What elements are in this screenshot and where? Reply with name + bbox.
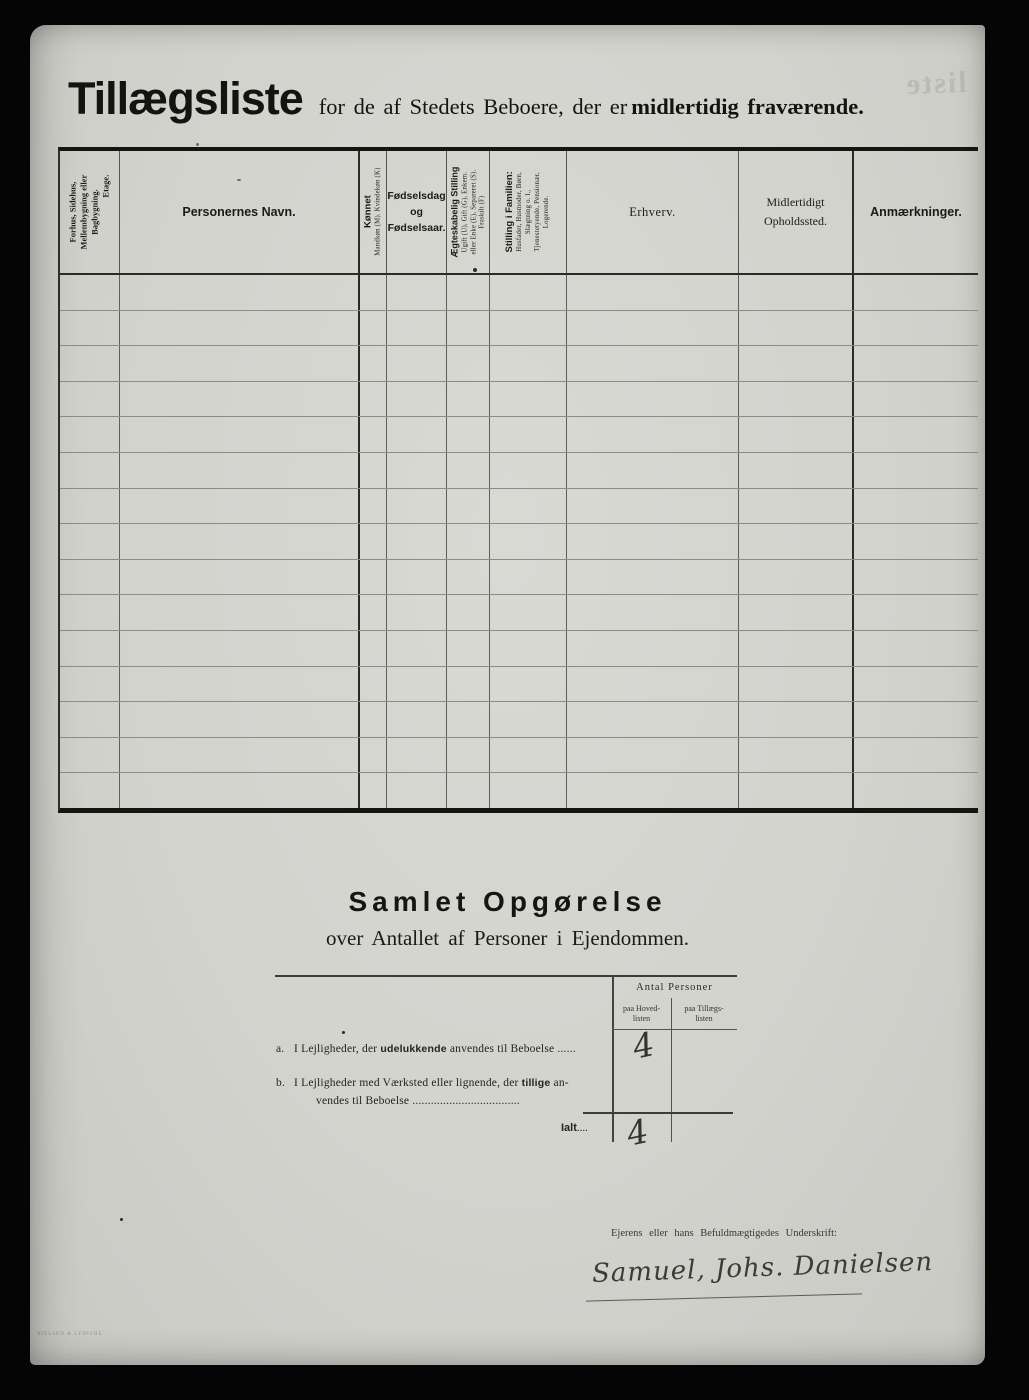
empty-cell (60, 453, 120, 488)
empty-cell (387, 489, 447, 524)
header-sex-rotated-text (362, 168, 383, 256)
empty-cell (490, 311, 567, 346)
empty-cell (360, 311, 387, 346)
summary-row-b-key: b. (276, 1077, 286, 1089)
empty-cell (60, 702, 120, 737)
header-name (120, 151, 360, 273)
empty-cell (567, 346, 739, 381)
empty-cell (447, 631, 490, 666)
header-building-line: Mellembygning eller (78, 174, 89, 250)
scanned-census-form-page (30, 25, 985, 1365)
empty-cell (490, 702, 567, 737)
summary-row-b-text: an- (550, 1077, 569, 1089)
empty-cell (387, 417, 447, 452)
empty-cell (120, 595, 360, 630)
empty-cell (490, 453, 567, 488)
table-row (60, 738, 978, 774)
header-marital-sub: Ugift (U), Gift (G), Enkem. (460, 171, 468, 253)
empty-cell (739, 311, 854, 346)
header-sex-main: Kønnet (362, 195, 374, 229)
empty-cell (447, 560, 490, 595)
empty-cell (567, 738, 739, 773)
empty-cell (490, 346, 567, 381)
empty-cell (567, 560, 739, 595)
handwritten-count-total: 4 (623, 1111, 652, 1154)
empty-cell (447, 275, 490, 310)
header-birth-line: Fødselsdag (387, 189, 446, 202)
table-row (60, 453, 978, 489)
empty-cell (120, 702, 360, 737)
empty-cell (60, 346, 120, 381)
table-row (60, 667, 978, 703)
empty-cell (739, 702, 854, 737)
empty-cell (854, 631, 978, 666)
header-family-sub: Tjenestetyende, Pensionær, (534, 172, 542, 252)
summary-col2-line: listen (695, 1014, 713, 1024)
table-row (60, 524, 978, 560)
empty-cell (360, 702, 387, 737)
empty-cell (739, 453, 854, 488)
header-residence (739, 151, 854, 273)
census-table (58, 147, 978, 813)
header-marital-sub: eller Enke (E), Separeret (S). (469, 169, 477, 255)
ink-speck (120, 1218, 123, 1221)
empty-cell (387, 738, 447, 773)
summary-vertical-line-left (612, 975, 614, 1142)
empty-cell (854, 489, 978, 524)
header-building-line: Bagbygning. (89, 189, 100, 235)
header-building-line: Etage. (100, 174, 111, 198)
header-name-dash: - (236, 171, 242, 186)
empty-cell (360, 524, 387, 559)
header-family-sub: Logerende. (543, 195, 551, 229)
header-family-rotated-text (504, 171, 552, 252)
table-row (60, 382, 978, 418)
empty-cell (447, 489, 490, 524)
summary-row-b-line2: vendes til Beboelse ................................... (316, 1094, 520, 1107)
header-marital-rotated-text (449, 166, 487, 257)
summary-col1-line: paa Hoved- (622, 1004, 661, 1013)
empty-cell (60, 738, 120, 773)
empty-cell (120, 453, 360, 488)
empty-cell (387, 524, 447, 559)
empty-cell (360, 382, 387, 417)
empty-cell (854, 417, 978, 452)
empty-cell (120, 346, 360, 381)
table-row (60, 702, 978, 738)
summary-row-b-text: I Lejligheder med Værksted eller lignende, der (294, 1077, 522, 1089)
header-building-line: Forhus, Sidehus, (67, 181, 78, 243)
page-title (68, 73, 980, 125)
empty-cell (60, 773, 120, 808)
header-occupation (567, 151, 739, 273)
empty-cell (360, 595, 387, 630)
empty-cell (739, 417, 854, 452)
ink-speck (342, 1031, 345, 1034)
empty-cell (739, 631, 854, 666)
empty-cell (490, 524, 567, 559)
header-occupation-label: Erhverv. (629, 204, 676, 219)
empty-cell (854, 667, 978, 702)
empty-cell (490, 631, 567, 666)
empty-cell (387, 382, 447, 417)
empty-cell (490, 417, 567, 452)
header-marital-main: Ægteskabelig Stilling (448, 166, 459, 258)
empty-cell (567, 275, 739, 310)
header-building-rotated-text (67, 175, 111, 250)
handwritten-count-row-a: 4 (629, 1024, 658, 1067)
empty-cell (739, 275, 854, 310)
empty-cell (387, 311, 447, 346)
empty-cell (60, 631, 120, 666)
empty-cell (854, 773, 978, 808)
empty-cell (387, 631, 447, 666)
summary-total-word: Ialt (561, 1122, 577, 1134)
empty-cell (360, 738, 387, 773)
header-name-label: Personernes Navn. (182, 205, 296, 219)
title-main: Tillægsliste (68, 73, 303, 124)
empty-cell (360, 453, 387, 488)
empty-cell (360, 667, 387, 702)
empty-cell (490, 275, 567, 310)
empty-cell (567, 667, 739, 702)
empty-cell (360, 773, 387, 808)
empty-cell (854, 311, 978, 346)
title-subtitle-regular: for de af Stedets Beboere, der er (318, 94, 628, 119)
empty-cell (360, 560, 387, 595)
empty-cell (854, 738, 978, 773)
handwritten-signature: Samuel, Johs. Danielsen (591, 1247, 934, 1289)
empty-cell (854, 346, 978, 381)
empty-cell (360, 631, 387, 666)
header-remarks (854, 151, 978, 273)
ink-speck (473, 268, 477, 272)
empty-cell (447, 595, 490, 630)
empty-cell (387, 702, 447, 737)
summary-row-a (276, 1043, 611, 1055)
empty-cell (120, 667, 360, 702)
empty-cell (854, 560, 978, 595)
empty-cell (739, 346, 854, 381)
empty-cell (567, 489, 739, 524)
empty-cell (567, 524, 739, 559)
empty-cell (60, 524, 120, 559)
empty-cell (854, 453, 978, 488)
empty-cell (854, 275, 978, 310)
table-header-row (60, 151, 978, 275)
summary-row-a-text: anvendes til Beboelse ...... (446, 1043, 576, 1055)
empty-cell (360, 275, 387, 310)
table-row (60, 275, 978, 311)
table-body (60, 275, 978, 808)
empty-cell (387, 453, 447, 488)
header-marital-sub: Fraskilt (F) (478, 195, 486, 229)
header-residence-line: Opholdssted. (764, 214, 827, 228)
table-row (60, 631, 978, 667)
empty-cell (490, 595, 567, 630)
header-residence-line: Midlertidigt (766, 194, 825, 209)
summary-subtitle: over Antallet af Personer i Ejendommen. (326, 926, 689, 950)
empty-cell (739, 667, 854, 702)
empty-cell (60, 489, 120, 524)
empty-cell (567, 631, 739, 666)
empty-cell (387, 346, 447, 381)
header-marital (447, 151, 490, 273)
summary-row-b (276, 1075, 616, 1111)
summary-title: Samlet Opgørelse (348, 886, 667, 917)
table-row (60, 773, 978, 808)
empty-cell (447, 453, 490, 488)
empty-cell (567, 453, 739, 488)
empty-cell (739, 560, 854, 595)
empty-cell (60, 417, 120, 452)
empty-cell (567, 773, 739, 808)
header-sex-sub: Mandkøn (M). Kvindekøn (K) (374, 167, 382, 257)
signature-label: Ejerens eller hans Befuldmægtigedes Underskrift: (611, 1228, 837, 1239)
empty-cell (120, 275, 360, 310)
empty-cell (447, 311, 490, 346)
table-row (60, 311, 978, 347)
table-row (60, 489, 978, 525)
summary-row-b-bold: tillige (521, 1077, 551, 1089)
empty-cell (854, 595, 978, 630)
header-birth-line: og (410, 205, 423, 218)
printer-mark: NIELSEN & LYDICHE (37, 1332, 103, 1337)
empty-cell (447, 417, 490, 452)
header-birth (387, 151, 447, 273)
header-birth-label (387, 188, 445, 237)
empty-cell (60, 311, 120, 346)
summary-col-tillaegslisten (673, 1004, 735, 1025)
empty-cell (387, 667, 447, 702)
header-birth-line: Fødselsaar. (387, 222, 446, 235)
empty-cell (739, 489, 854, 524)
empty-cell (490, 382, 567, 417)
summary-col-hovedlisten (614, 1004, 669, 1025)
empty-cell (490, 738, 567, 773)
summary-total-rule (583, 1112, 733, 1114)
table-row (60, 595, 978, 631)
empty-cell (447, 702, 490, 737)
empty-cell (854, 702, 978, 737)
empty-cell (60, 275, 120, 310)
summary-row-a-bold: udelukkende (380, 1043, 447, 1055)
empty-cell (854, 524, 978, 559)
summary-rule-top (275, 975, 737, 977)
summary-col2-line: paa Tillægs- (684, 1004, 724, 1013)
empty-cell (739, 382, 854, 417)
empty-cell (739, 524, 854, 559)
empty-cell (120, 773, 360, 808)
empty-cell (387, 773, 447, 808)
empty-cell (60, 595, 120, 630)
bleed-through-text: liste (904, 65, 968, 102)
header-family-sub: Slægtning o. l., (525, 189, 533, 235)
table-row (60, 417, 978, 453)
empty-cell (387, 560, 447, 595)
empty-cell (120, 311, 360, 346)
summary-row-a-text: I Lejligheder, der (294, 1043, 381, 1055)
empty-cell (447, 667, 490, 702)
empty-cell (360, 346, 387, 381)
header-residence-label (764, 193, 827, 231)
empty-cell (60, 560, 120, 595)
signature-underline (586, 1293, 862, 1301)
header-remarks-label: Anmærkninger. (870, 205, 962, 219)
empty-cell (447, 738, 490, 773)
header-family-main: Stilling i Familien: (504, 171, 516, 253)
empty-cell (567, 595, 739, 630)
empty-cell (447, 524, 490, 559)
empty-cell (60, 667, 120, 702)
summary-total-label (561, 1122, 588, 1134)
empty-cell (387, 275, 447, 310)
summary-total-dots: .... (576, 1122, 588, 1134)
empty-cell (567, 311, 739, 346)
empty-cell (447, 773, 490, 808)
table-row (60, 346, 978, 382)
header-building (60, 151, 120, 273)
empty-cell (567, 382, 739, 417)
header-sex (360, 151, 387, 273)
summary-col1-line: listen (632, 1014, 651, 1024)
empty-cell (447, 346, 490, 381)
header-family-sub: Husfader, Husmoder, Børn, (516, 172, 524, 252)
empty-cell (739, 773, 854, 808)
empty-cell (490, 773, 567, 808)
empty-cell (120, 631, 360, 666)
empty-cell (490, 489, 567, 524)
empty-cell (360, 489, 387, 524)
empty-cell (490, 667, 567, 702)
empty-cell (120, 417, 360, 452)
summary-count-header: Antal Personer (636, 982, 713, 993)
empty-cell (490, 560, 567, 595)
ink-speck (196, 143, 199, 146)
empty-cell (447, 382, 490, 417)
empty-cell (120, 489, 360, 524)
empty-cell (387, 595, 447, 630)
empty-cell (60, 382, 120, 417)
summary-row-a-key: a. (276, 1043, 285, 1055)
header-family-position (490, 151, 567, 273)
empty-cell (567, 417, 739, 452)
empty-cell (120, 738, 360, 773)
title-subtitle-bold: midlertidig fraværende. (631, 94, 864, 119)
empty-cell (739, 738, 854, 773)
table-row (60, 560, 978, 596)
empty-cell (120, 560, 360, 595)
empty-cell (120, 382, 360, 417)
summary-vertical-line-middle (671, 998, 672, 1142)
empty-cell (120, 524, 360, 559)
empty-cell (854, 382, 978, 417)
empty-cell (739, 595, 854, 630)
empty-cell (360, 417, 387, 452)
empty-cell (567, 702, 739, 737)
